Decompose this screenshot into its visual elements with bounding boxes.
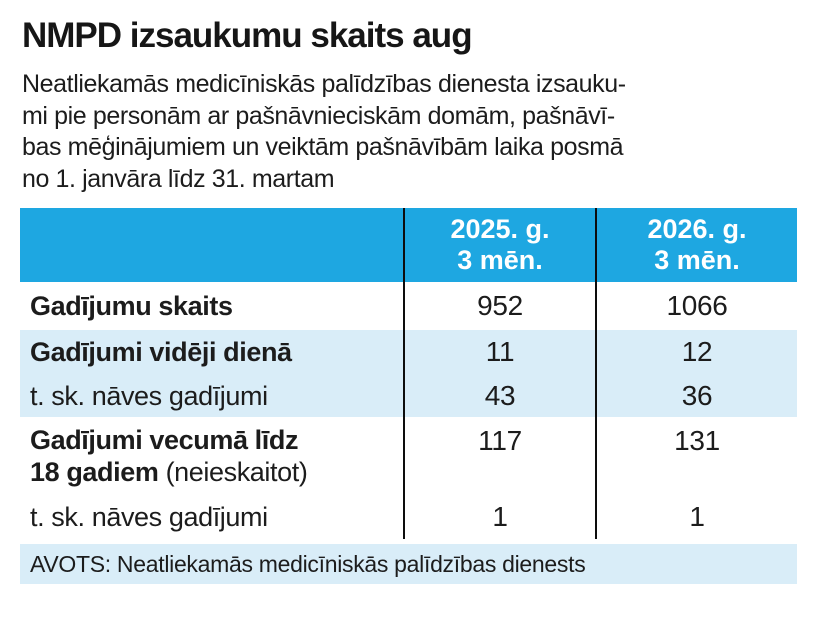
row-label: Gadījumu skaits <box>30 291 233 321</box>
row-value-2026: 36 <box>595 374 797 417</box>
row-value-2025: 952 <box>403 282 595 330</box>
row-value-2025: 43 <box>403 374 595 417</box>
row-value-2026: 131 <box>595 417 797 494</box>
header-period-2026: 3 mēn. <box>654 245 740 275</box>
header-year-2026: 2026. g. <box>647 214 747 244</box>
subtitle-line: bas mēģinājumiem un veiktām pašnāvībām laika posmā <box>22 133 624 161</box>
subtitle-line: Neatliekamās medicīniskās palīdzības dienesta izsauku- <box>22 70 626 98</box>
table-row <box>20 374 797 417</box>
row-value-2026: 12 <box>595 330 797 374</box>
row-label-line2-bold: 18 gadiem <box>30 456 159 487</box>
row-value-2026: 1 <box>595 494 797 539</box>
table-row <box>20 494 797 539</box>
page-title: NMPD izsaukumu skaits aug <box>22 16 472 55</box>
row-value-2025: 11 <box>403 330 595 374</box>
subtitle-line: mi pie personām ar pašnāvnieciskām domām, pašnāvī- <box>22 101 615 130</box>
subtitle-line: no 1. janvāra līdz 31. martam <box>22 164 335 193</box>
row-value-2025: 117 <box>403 417 595 494</box>
table-row <box>20 282 797 330</box>
stats-table <box>20 208 797 539</box>
header-cell-2026 <box>595 208 797 282</box>
row-label-line2 <box>30 456 403 488</box>
row-label: t. sk. nāves gadījumi <box>30 501 268 532</box>
source-line: AVOTS: Neatliekamās medicīniskās palīdzības dienests <box>20 544 797 584</box>
subtitle <box>22 69 800 195</box>
header-spacer-cell <box>20 208 403 282</box>
row-label: t. sk. nāves gadījumi <box>30 380 268 411</box>
row-label-line2-note: (neieskaitot) <box>158 456 308 487</box>
row-label <box>20 417 403 494</box>
table-header-row <box>20 208 797 282</box>
header-year-2025: 2025. g. <box>450 214 550 244</box>
row-label-line1: Gadījumi vecumā līdz <box>30 424 299 455</box>
row-value-2026: 1066 <box>595 282 797 330</box>
header-cell-2025 <box>403 208 595 282</box>
row-value-2025: 1 <box>403 494 595 539</box>
infographic <box>0 16 820 620</box>
header-period-2025: 3 mēn. <box>457 245 543 275</box>
table-row <box>20 417 797 494</box>
table-row <box>20 330 797 374</box>
row-label: Gadījumi vidēji dienā <box>30 337 292 367</box>
